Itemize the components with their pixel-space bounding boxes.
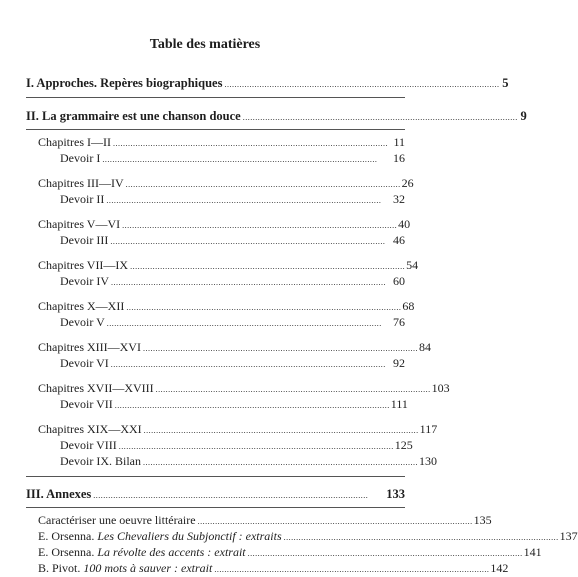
toc-annex-entry bbox=[26, 561, 509, 577]
toc-entry-label: Devoir IV bbox=[60, 274, 109, 288]
toc-entry-page: 84 bbox=[418, 340, 431, 354]
leader-dots: .............................................................................................................. bbox=[125, 180, 401, 189]
toc-entry-page: 54 bbox=[406, 258, 419, 272]
toc-entry-page: 16 bbox=[393, 151, 405, 165]
toc-entry-page: 125 bbox=[394, 438, 413, 452]
leader-dots: .............................................................................................................. bbox=[143, 426, 419, 435]
leader-dots: .............................................................................................................. bbox=[247, 549, 523, 558]
leader-dots: .............................................................................................................. bbox=[106, 319, 382, 328]
leader-dots: .............................................................................................................. bbox=[102, 155, 378, 164]
toc-devoir bbox=[26, 151, 405, 167]
toc-entry-page: 5 bbox=[502, 76, 509, 90]
toc-entry-label: Devoir V bbox=[60, 315, 105, 329]
toc-entry-label: Devoir I bbox=[60, 151, 101, 165]
toc-annex-entry bbox=[26, 545, 542, 561]
toc-entry-page: 9 bbox=[520, 109, 527, 123]
toc-devoir bbox=[26, 438, 413, 454]
toc-entry-label: Devoir II bbox=[60, 192, 105, 206]
part-divider bbox=[26, 476, 405, 477]
page-title: Table des matières bbox=[149, 37, 261, 52]
author-name: E. Orsenna. bbox=[38, 529, 98, 543]
toc-part-2 bbox=[26, 109, 527, 125]
leader-dots: .............................................................................................................. bbox=[126, 303, 402, 312]
leader-dots: .............................................................................................................. bbox=[114, 401, 390, 410]
leader-dots: .............................................................................................................. bbox=[283, 533, 559, 542]
toc-entry-label: Devoir VIII bbox=[60, 438, 117, 452]
toc-part-3 bbox=[26, 487, 405, 503]
part-divider bbox=[26, 507, 405, 508]
toc-entry-page: 68 bbox=[402, 299, 415, 313]
leader-dots: .............................................................................................................. bbox=[142, 458, 418, 467]
toc-chapter bbox=[26, 176, 414, 192]
toc-devoir bbox=[26, 397, 408, 413]
toc-entry-page: 32 bbox=[393, 192, 405, 206]
leader-dots: .............................................................................................................. bbox=[93, 491, 369, 500]
toc-entry-page: 133 bbox=[386, 487, 405, 501]
leader-dots: .............................................................................................................. bbox=[214, 565, 490, 574]
part-divider bbox=[26, 129, 405, 130]
leader-dots: .............................................................................................................. bbox=[197, 517, 473, 526]
toc-entry-page: 40 bbox=[398, 217, 411, 231]
toc-entry-page: 142 bbox=[490, 561, 509, 575]
toc-entry-page: 60 bbox=[393, 274, 405, 288]
toc-chapter bbox=[26, 299, 415, 315]
toc-entry-page: 130 bbox=[418, 454, 437, 468]
toc-entry-label: Chapitres III—IV bbox=[38, 176, 124, 190]
work-title: Les Chevaliers du Subjonctif : extraits bbox=[97, 529, 282, 543]
toc-entry-label: Chapitres XIX—XXI bbox=[38, 422, 142, 436]
author-name: B. Pivot. bbox=[38, 561, 84, 575]
toc-devoir bbox=[26, 356, 405, 372]
toc-entry-page: 11 bbox=[393, 135, 405, 149]
toc-entry-page: 103 bbox=[431, 381, 450, 395]
toc-chapter bbox=[26, 422, 438, 438]
toc-devoir bbox=[26, 233, 405, 249]
leader-dots: .............................................................................................................. bbox=[142, 344, 418, 353]
toc-devoir bbox=[26, 315, 405, 331]
leader-dots: .............................................................................................................. bbox=[110, 278, 386, 287]
leader-dots: .............................................................................................................. bbox=[155, 385, 431, 394]
toc-chapter bbox=[26, 135, 405, 151]
toc-entry-page: 111 bbox=[390, 397, 408, 411]
toc-entry-label: Chapitres V—VI bbox=[38, 217, 121, 231]
toc-chapter bbox=[26, 381, 450, 397]
toc-devoir bbox=[26, 192, 405, 208]
toc-entry-label: Devoir IX. Bilan bbox=[60, 454, 141, 468]
work-title: 100 mots à sauver : extrait bbox=[83, 561, 213, 575]
toc-entry-page: 92 bbox=[393, 356, 405, 370]
part-divider bbox=[26, 97, 405, 98]
toc-entry-label: Devoir III bbox=[60, 233, 109, 247]
toc-entry-label bbox=[38, 529, 282, 543]
toc-entry-label bbox=[38, 545, 246, 559]
toc-entry-label: Chapitres XIII—XVI bbox=[38, 340, 141, 354]
leader-dots: .............................................................................................................. bbox=[110, 237, 386, 246]
toc-entry-page: 76 bbox=[393, 315, 405, 329]
toc-entry-page: 46 bbox=[393, 233, 405, 247]
author-name: E. Orsenna. bbox=[38, 545, 98, 559]
work-title: La révolte des accents : extrait bbox=[97, 545, 246, 559]
toc-entry-label: Chapitres XVII—XVIII bbox=[38, 381, 154, 395]
toc-chapter bbox=[26, 217, 411, 233]
toc-entry-label: I. Approches. Repères biographiques bbox=[26, 76, 223, 90]
leader-dots: .............................................................................................................. bbox=[122, 221, 398, 230]
toc-chapter bbox=[26, 258, 419, 274]
toc-annex-entry bbox=[26, 529, 578, 545]
toc-annex-entry bbox=[26, 513, 492, 529]
leader-dots: .............................................................................................................. bbox=[130, 262, 406, 271]
toc-entry-label: Chapitres X—XII bbox=[38, 299, 125, 313]
toc-devoir bbox=[26, 274, 405, 290]
leader-dots: .............................................................................................................. bbox=[106, 196, 382, 205]
toc-entry-label bbox=[38, 561, 212, 575]
toc-entry-label: Devoir VII bbox=[60, 397, 113, 411]
leader-dots: .............................................................................................................. bbox=[242, 113, 518, 122]
toc-chapter bbox=[26, 340, 431, 356]
leader-dots: .............................................................................................................. bbox=[112, 139, 388, 148]
leader-dots: .............................................................................................................. bbox=[224, 80, 500, 89]
toc-entry-label: Caractériser une oeuvre littéraire bbox=[38, 513, 196, 527]
leader-dots: .............................................................................................................. bbox=[118, 442, 394, 451]
toc-entry-label: Chapitres I—II bbox=[38, 135, 111, 149]
toc-entry-label: Devoir VI bbox=[60, 356, 109, 370]
toc-entry-label: Chapitres VII—IX bbox=[38, 258, 129, 272]
toc-entry-page: 141 bbox=[523, 545, 542, 559]
toc-entry-page: 137 bbox=[559, 529, 578, 543]
toc-entry-label: III. Annexes bbox=[26, 487, 92, 501]
toc-entry-page: 26 bbox=[401, 176, 414, 190]
table-of-contents bbox=[26, 76, 578, 577]
toc-devoir bbox=[26, 454, 437, 470]
toc-entry-page: 117 bbox=[419, 422, 438, 436]
toc-part-1 bbox=[26, 76, 509, 92]
toc-entry-label: II. La grammaire est une chanson douce bbox=[26, 109, 241, 123]
toc-entry-page: 135 bbox=[473, 513, 492, 527]
leader-dots: .............................................................................................................. bbox=[110, 360, 386, 369]
